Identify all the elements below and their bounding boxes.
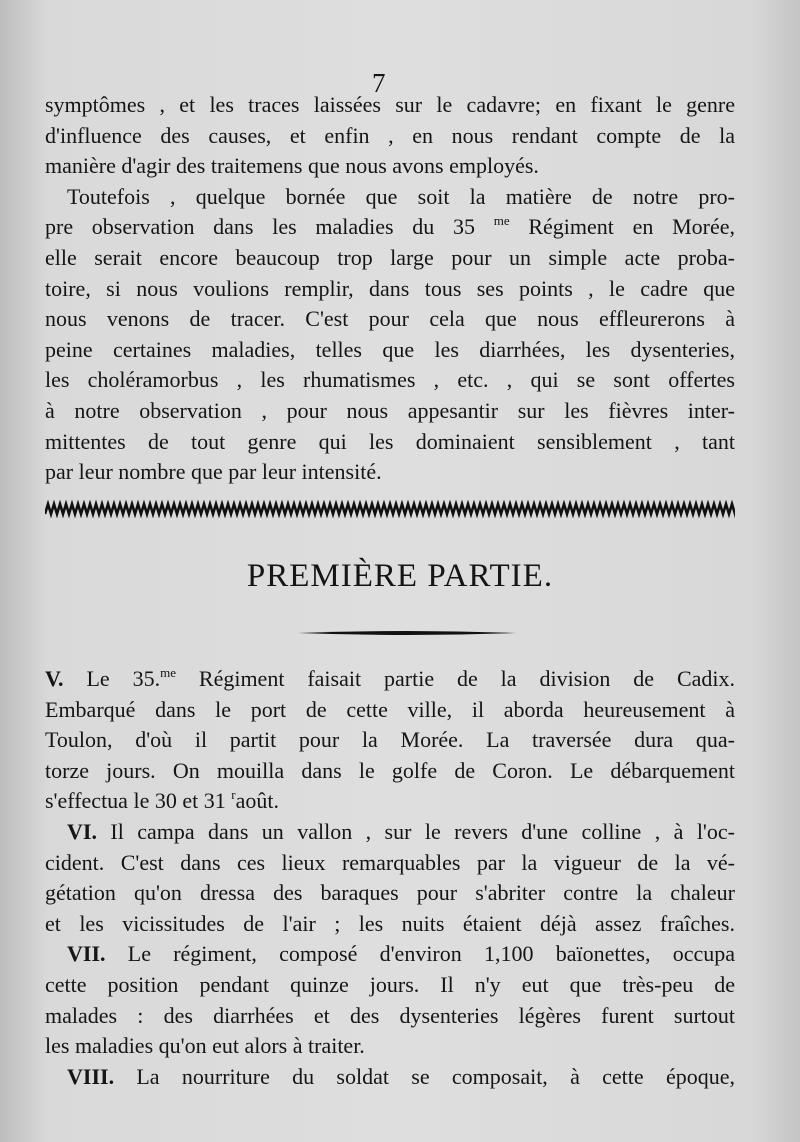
text-line: par leur nombre que par leur intensité. [45, 459, 382, 485]
page-number: 7 [372, 68, 386, 98]
text-line: malades : des diarrhées et des dysenteries légères furent surtout [45, 1002, 735, 1028]
section-vi-line: VI. Il campa dans un vallon , sur le revers d'une colline , à l'oc- [67, 818, 735, 844]
section-v-line: V. Le 35.$^{me}$ Régiment faisait partie de la division de Cadix. [45, 665, 736, 691]
text-line: elle serait encore beaucoup trop large pour un simple acte proba- [45, 244, 735, 270]
text-line: et les vicissitudes de l'air ; les nuits étaient déjà assez fraîches. [45, 910, 735, 936]
section-number: V. [45, 666, 64, 691]
section-number: VI. [67, 818, 97, 844]
section-number: VII. [67, 941, 106, 967]
text-line: s'effectua le 30 et 31 $^r$août. [45, 787, 279, 814]
text-line: nous venons de tracer. C'est pour cela que nous effleurerons à [45, 306, 735, 332]
ornamental-divider [45, 500, 735, 518]
text-line: gétation qu'on dressa des baraques pour s'abriter contre la chaleur [45, 880, 735, 906]
text-line: Toulon, d'où il partit pour la Morée. La traversée dura qua- [45, 727, 735, 753]
text-line: symptômes , et les traces laissées sur le cadavre; en fixant le genre [45, 92, 735, 117]
text-line: pre observation dans les maladies du 35 $^{me}$ Régiment en Morée, [45, 213, 735, 240]
text-line: peine certaines maladies, telles que les diarrhées, les dysenteries, [45, 336, 735, 362]
text-line: Toutefois , quelque bornée que soit la matière de notre pro- [67, 183, 735, 209]
text-line: à notre observation , pour nous appesantir sur les fièvres inter- [45, 397, 735, 423]
part-title: PREMIÈRE PARTIE. [246, 558, 554, 594]
text-line: torze jours. On mouilla dans le golfe de Coron. Le débarquement [45, 757, 735, 783]
title-rule [298, 630, 516, 636]
section-vii-line: VII. Le régiment, composé d'environ 1,100 baïonettes, occupa [67, 941, 735, 967]
intro-paragraphs [45, 90, 735, 488]
text-line: toire, si nous voulions remplir, dans tous ses points , le cadre que [45, 275, 735, 301]
text-line: manière d'agir des traitemens que nous avons employés. [45, 153, 539, 179]
text-line: les choléramorbus , les rhumatismes , etc. , qui se sont offertes [45, 367, 735, 393]
part-paragraphs [45, 664, 735, 1092]
text-line: cident. C'est dans ces lieux remarquables par la vigueur de la vé- [45, 849, 735, 875]
text-line: cette position pendant quinze jours. Il n'y eut que très-peu de [45, 971, 735, 997]
text-line: les maladies qu'on eut alors à traiter. [45, 1033, 365, 1059]
text-line: Embarqué dans le port de cette ville, il aborda heureusement à [45, 696, 735, 722]
section-viii-line: VIII. La nourriture du soldat se composait, à cette époque, [67, 1063, 735, 1089]
section-number: VIII. [67, 1063, 115, 1089]
text-line: mittentes de tout genre qui les dominaient sensiblement , tant [45, 428, 735, 454]
text-line: d'influence des causes, et enfin , en nous rendant compte de la [45, 122, 735, 148]
